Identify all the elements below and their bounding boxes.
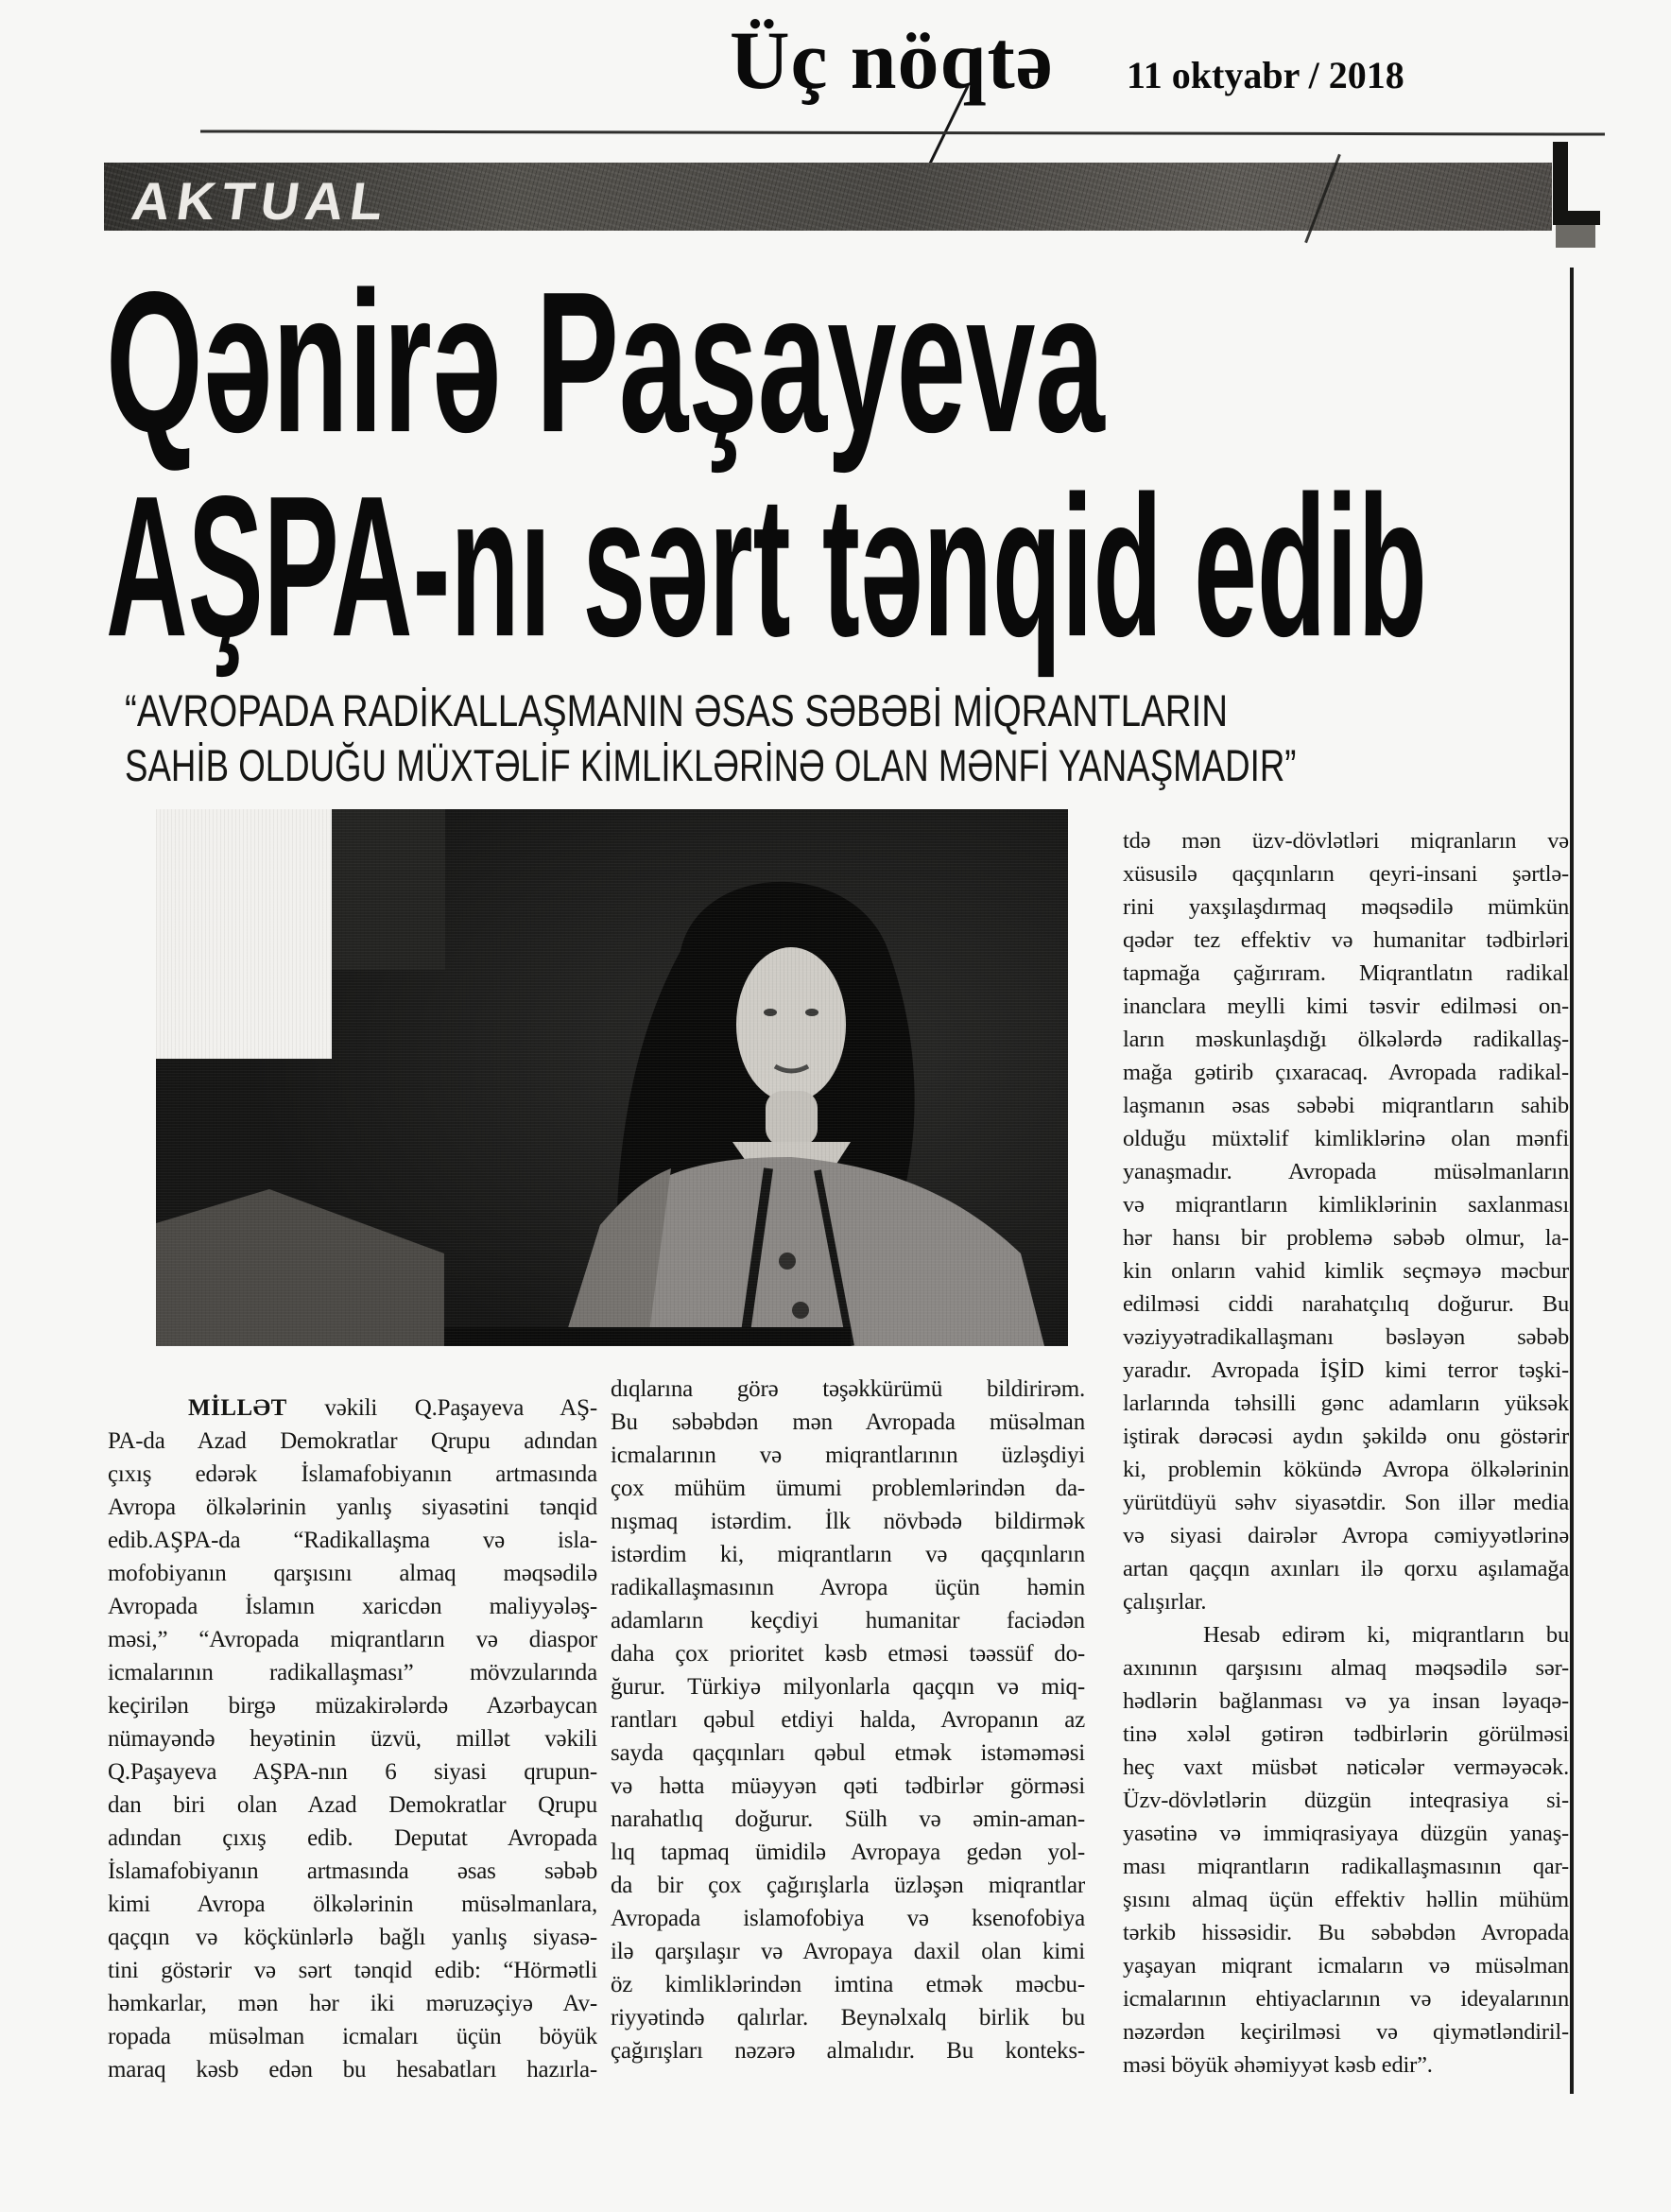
text-line: yanaşmadır. Avropada müsəlmanların <box>1123 1159 1569 1184</box>
text-line: yasətinə və immiqrasiyaya düzgün yanaş- <box>1123 1821 1569 1846</box>
text-line: inanclara meylli kimi təsvir edilməsi on- <box>1123 994 1569 1019</box>
text-line: məsi,” “Avropada miqrantların və diaspor <box>108 1627 597 1652</box>
text-line: icmalarının ehtiyaclarının və ideyalarının <box>1123 1986 1569 2012</box>
text-line: radikallaşmasının Avropa üçün həmin <box>611 1575 1085 1600</box>
text-line: edilməsi ciddi narahatçılıq doğurur. Bu <box>1123 1291 1569 1317</box>
text-line: rini yaxşılaşdırmaq məqsədilə mümkün <box>1123 894 1569 920</box>
body-column-1 <box>108 1391 597 2096</box>
text-line: lıq tapmaq ümidilə Avropaya gedən yol- <box>611 1840 1085 1865</box>
text-line: ropada müsəlman icmaları üçün böyük <box>108 2024 597 2049</box>
text-line: sayda qaçqınları qəbul etmək istəməməsi <box>611 1740 1085 1766</box>
text-line: Avropa ölkələrinin yanlış siyasətini tənqid <box>108 1495 597 1520</box>
newspaper-title: Üç nöqtə <box>730 15 1054 107</box>
text-line: dıqlarına görə təşəkkürümü bildirirəm. <box>611 1376 1085 1402</box>
scan-pen-mark <box>1304 154 1341 243</box>
text-line: edib.AŞPA-da “Radikallaşma və isla- <box>108 1528 597 1553</box>
text-line: İslamafobiyanın artmasında əsas səbəb <box>108 1858 597 1884</box>
text-line: qaçqın və köçkünlərlə bağlı yanlış siyasə- <box>108 1925 597 1950</box>
text-line: dan biri olan Azad Demokratlar Qrupu <box>108 1792 597 1818</box>
corner-bracket-horizontal <box>1553 211 1600 225</box>
corner-bracket-gray-step <box>1556 225 1595 248</box>
subheadline-line-2: SAHİB OLDUĞU MÜXTƏLİF KİMLİKLƏRİNƏ OLAN MƏNFİ YANAŞMADIR” <box>125 740 1297 790</box>
text-line: kin onların vahid kimlik seçməyə məcbur <box>1123 1258 1569 1284</box>
text-line: və miqrantların kimliklərinin saxlanması <box>1123 1192 1569 1218</box>
text-line: artan qaçqın axınları ilə qorxu aşılamağa <box>1123 1556 1569 1581</box>
text-line: ilə qarşılaşır və Avropaya daxil olan kimi <box>611 1939 1085 1964</box>
section-banner <box>104 163 1552 231</box>
text-line: icmalarının radikallaşması” mövzularında <box>108 1660 597 1685</box>
jacket-button-top <box>779 1253 796 1270</box>
text-line: tərkib hissəsidir. Bu səbəbdən Avropada <box>1123 1920 1569 1945</box>
text-line: qədər tez effektiv və humanitar tədbirləri <box>1123 927 1569 953</box>
text-line: daha çox prioritet kəsb etməsi təəssüf do- <box>611 1641 1085 1667</box>
lead-word: MİLLƏT <box>188 1395 287 1421</box>
body-column-3 <box>1123 824 1569 2091</box>
text-line: narahatlıq doğurur. Sülh və əmin-aman- <box>611 1806 1085 1832</box>
speaker-face <box>736 947 846 1102</box>
text-line: vəziyyətradikallaşmanı bəsləyən səbəb <box>1123 1324 1569 1350</box>
text-line: iştirak dərəcəsi aydın şəkildə onu göstərir <box>1123 1424 1569 1449</box>
text-line: icmalarının və miqrantlarının üzləşdiyi <box>611 1443 1085 1468</box>
issue-date: 11 oktyabr / 2018 <box>1127 54 1404 96</box>
speaker-right-eye <box>805 1009 818 1016</box>
header-divider <box>200 130 1605 135</box>
text-line: ki, problemin kökündə Avropa ölkələrinin <box>1123 1457 1569 1482</box>
text-line: çox mühüm ümumi problemlərindən da- <box>611 1476 1085 1501</box>
text-line: yürütdüyü səhv siyasətdir. Son illər media <box>1123 1490 1569 1515</box>
text-line: xüsusilə qaçqınların qeyri-insani şərtlə- <box>1123 861 1569 887</box>
text-line: Hesab edirəm ki, miqrantların bu <box>1203 1622 1569 1648</box>
text-line: yaradır. Avropada İŞİD kimi terror təşki- <box>1123 1357 1569 1383</box>
text-line: və siyasi dairələr Avropa cəmiyyətlərinə <box>1123 1523 1569 1548</box>
text-line: ması miqrantların radikallaşmasının qar- <box>1123 1854 1569 1879</box>
photo-wall-panel <box>332 809 445 970</box>
text-line: adamların keçdiyi humanitar faciədən <box>611 1608 1085 1633</box>
text-line: Avropada islamofobiya və ksenofobiya <box>611 1906 1085 1931</box>
text-line: nəzərdən keçirilməsi və qiymətləndiril- <box>1123 2019 1569 2045</box>
text-line: Q.Paşayeva AŞPA-nın 6 siyasi qrupun- <box>108 1759 597 1785</box>
text-line: Avropada İslamın xaricdən maliyyələş- <box>108 1594 597 1619</box>
text-line: məsi böyük əhəmiyyət kəsb edir”. <box>1123 2052 1433 2078</box>
subheadline-line-1: “AVROPADA RADİKALLAŞMANIN ƏSAS SƏBƏBİ MİQRANTLARIN <box>125 685 1229 735</box>
text-line: Üzv-dövlətlərin düzgün inteqrasiya si- <box>1123 1788 1569 1813</box>
text-line: çağırışları nəzərə almalıdır. Bu konteks- <box>611 2038 1085 2064</box>
text-line: mofobiyanın qarşısını almaq məqsədilə <box>108 1561 597 1586</box>
speaker-photo-illustration <box>156 809 1068 1346</box>
text-line: maraq kəsb edən bu hesabatları hazırla- <box>108 2057 597 2082</box>
text-line: həmkarlar, mən hər iki məruzəçiyə Av- <box>108 1991 597 2016</box>
text-line: və hətta müəyyən qəti tədbirlər görməsi <box>611 1773 1085 1799</box>
text-line: istərdim ki, miqrantların və qaçqınların <box>611 1542 1085 1567</box>
text-line: nışmaq istərdim. İlk növbədə bildirmək <box>611 1509 1085 1534</box>
text-line: laşmanın əsas səbəbi miqrantların sahib <box>1123 1093 1569 1118</box>
text-line: şısını almaq üçün effektiv həllin mühüm <box>1123 1887 1569 1912</box>
text-line: nümayəndə heyətinin üzvü, millət vəkili <box>108 1726 597 1752</box>
text-line: olduğu müxtəlif kimliklərinə olan mənfi <box>1123 1126 1569 1151</box>
headline-line-1: Qənirə Paşayeva <box>106 251 1105 475</box>
text-line: rantları qəbul etdiyi halda, Avropanın az <box>611 1707 1085 1733</box>
text-line: heç vaxt müsbət nəticələr verməyəcək. <box>1123 1754 1569 1780</box>
jacket-button-bottom <box>792 1302 809 1319</box>
speaker-neck <box>766 1091 818 1146</box>
text-line: hər hansı bir problemə səbəb olmur, la- <box>1123 1225 1569 1251</box>
text-line: çalışırlar. <box>1123 1589 1207 1615</box>
body-column-2 <box>611 1373 1085 2077</box>
text-line: axınının qarşısını almaq məqsədilə sər- <box>1123 1655 1569 1681</box>
text-line: yaşayan miqrant icmaların və müsəlman <box>1123 1953 1569 1979</box>
text-line: çıxış edərək İslamafobiyanın artmasında <box>108 1461 597 1487</box>
text-line: tdə mən üzv-dövlətləri miqranların və <box>1123 828 1569 854</box>
text-line: tinə xələl gətirən tədbirlərin görülməsi <box>1123 1721 1569 1747</box>
text-line: öz kimliklərindən imtina etmək məcbu- <box>611 1972 1085 1997</box>
photo-white-margin <box>156 809 332 1059</box>
text-line: MİLLƏT vəkili Q.Paşayeva AŞ- <box>188 1395 597 1421</box>
text-line: hədlərin bağlanması və ya insan ləyaqə- <box>1123 1688 1569 1714</box>
podium-edge <box>444 1327 851 1346</box>
text-line: ğurur. Türkiyə milyonlarla qaçqın və miq- <box>611 1674 1085 1700</box>
text-line: tini göstərir və sərt tənqid edib: “Hörmətli <box>108 1958 597 1983</box>
text-line: larlarında təhsilli gənc adamların yüksək <box>1123 1391 1569 1416</box>
text-line: riyyətində qalırlar. Beynəlxalq birlik bu <box>611 2005 1085 2031</box>
text-line: da bir çox çağırışlarla üzləşən miqrantlar <box>611 1873 1085 1898</box>
text-line: adından çıxış edib. Deputat Avropada <box>108 1825 597 1851</box>
text-line: Bu səbəbdən mən Avropada müsəlman <box>611 1409 1085 1435</box>
section-banner-label: AKTUAL <box>128 171 394 231</box>
text-line: keçirilən birgə müzakirələrdə Azərbaycan <box>108 1693 597 1719</box>
right-edge-rule <box>1570 268 1574 2094</box>
text-line: mağa gətirib çıxaracaq. Avropada radikal- <box>1123 1060 1569 1085</box>
text-line: kimi Avropa ölkələrinin müsəlmanlara, <box>108 1892 597 1917</box>
speaker-left-eye <box>764 1009 777 1016</box>
headline-line-2: AŞPA-nı sərt tənqid edib <box>106 455 1427 679</box>
text-line: PA-da Azad Demokratlar Qrupu adından <box>108 1428 597 1454</box>
text-line: tapmağa çağırıram. Miqrantlatın radikal <box>1123 960 1569 986</box>
article-photo <box>156 809 1068 1346</box>
text-line: ların məskunlaşdığı ölkələrdə radikallaş- <box>1123 1027 1569 1052</box>
